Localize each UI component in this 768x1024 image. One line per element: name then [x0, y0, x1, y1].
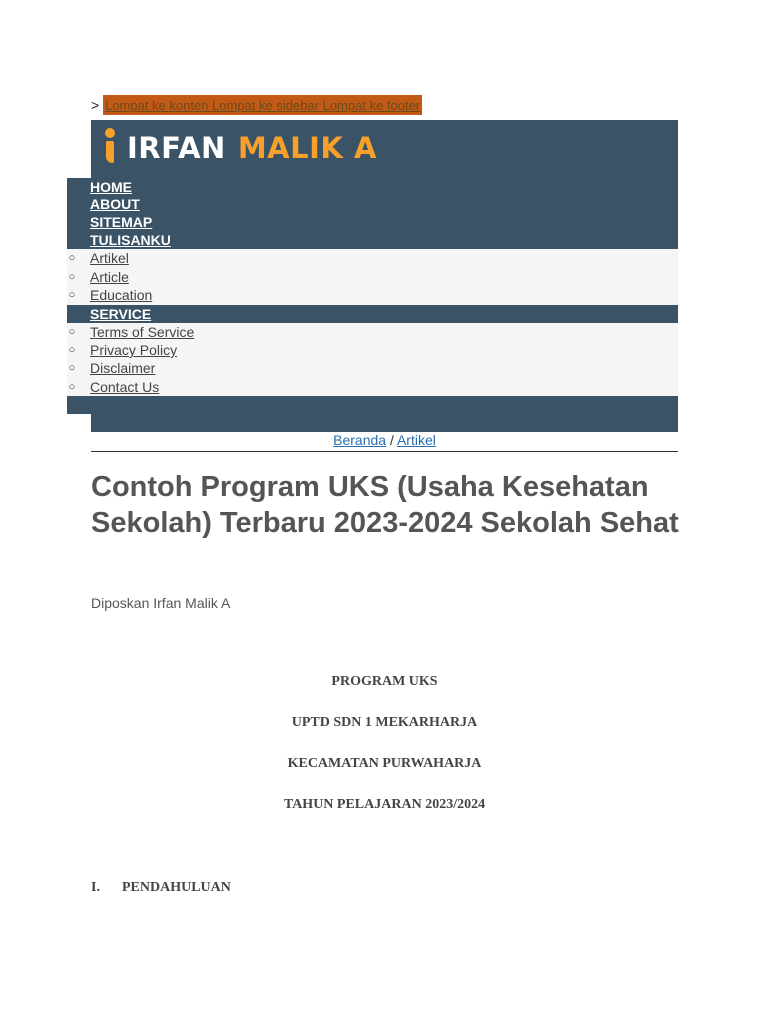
circle-bullet-icon: ○ — [68, 271, 76, 283]
nav-bottom-bg — [67, 396, 678, 414]
breadcrumb — [91, 431, 678, 449]
bullet-icon: ■ — [69, 217, 75, 226]
nav-label-tulisanku[interactable]: TULISANKU — [90, 232, 171, 248]
page-title: Contoh Program UKS (Usaha Kesehatan Sekolah) Terbaru 2023-2024 Sekolah Sehat — [91, 471, 679, 539]
logo-mark-icon — [101, 126, 119, 170]
nav-label-service[interactable]: SERVICE — [90, 306, 152, 322]
bullet-icon: ■ — [69, 235, 75, 244]
logo-text-second: MALIK A — [237, 131, 377, 165]
nav-bottom-bar — [91, 414, 678, 432]
site-logo[interactable] — [101, 126, 377, 170]
doc-heading-line: UPTD SDN 1 MEKARHARJA — [291, 715, 478, 730]
circle-bullet-icon: ○ — [68, 326, 76, 338]
nav-sublabel[interactable]: Privacy Policy — [90, 342, 178, 358]
skip-prefix: > — [91, 97, 100, 113]
skip-to-content-link[interactable]: Lompat ke konten Lompat ke sidebar Lompat ke footer — [105, 98, 421, 113]
circle-bullet-icon: ○ — [68, 362, 76, 374]
post-byline: Diposkan Irfan Malik A — [91, 595, 231, 611]
circle-bullet-icon: ○ — [68, 344, 76, 356]
section-heading — [91, 880, 231, 896]
nav-service-bg — [67, 305, 678, 323]
site-header — [91, 120, 678, 178]
nav-label-home[interactable]: HOME — [90, 179, 132, 195]
breadcrumb-separator: / — [389, 432, 394, 448]
circle-bullet-icon: ○ — [68, 381, 76, 393]
nav-label-about[interactable]: ABOUT — [90, 196, 140, 212]
section-number: I. — [91, 880, 100, 895]
bullet-icon: ■ — [69, 309, 75, 318]
doc-heading-line: TAHUN PELAJARAN 2023/2024 — [283, 797, 486, 812]
skip-links-bar — [91, 95, 422, 115]
nav-label-sitemap[interactable]: SITEMAP — [90, 214, 153, 230]
nav-sublabel[interactable]: Terms of Service — [90, 324, 195, 340]
skip-links-box — [103, 95, 422, 115]
bullet-icon: ■ — [69, 182, 75, 191]
logo-text-first: IRFAN — [127, 131, 226, 165]
nav-sublabel[interactable]: Artikel — [90, 250, 129, 266]
circle-bullet-icon: ○ — [68, 289, 76, 301]
nav-sublabel[interactable]: Education — [90, 287, 153, 303]
breadcrumb-home-link[interactable]: Beranda — [333, 432, 387, 448]
doc-heading-line: KECAMATAN PURWAHARJA — [287, 756, 482, 771]
doc-heading-line: PROGRAM UKS — [331, 674, 438, 689]
circle-bullet-icon: ○ — [68, 252, 76, 264]
breadcrumb-current-link[interactable]: Artikel — [396, 432, 436, 448]
nav-sublabel[interactable]: Contact Us — [90, 379, 160, 395]
section-title: PENDAHULUAN — [122, 880, 231, 895]
nav-sublabel[interactable]: Article — [90, 269, 129, 285]
nav-sublabel[interactable]: Disclaimer — [90, 360, 156, 376]
divider — [91, 451, 678, 452]
bullet-icon: ■ — [69, 199, 75, 208]
nav-sub-bg-tulisanku — [67, 249, 678, 305]
